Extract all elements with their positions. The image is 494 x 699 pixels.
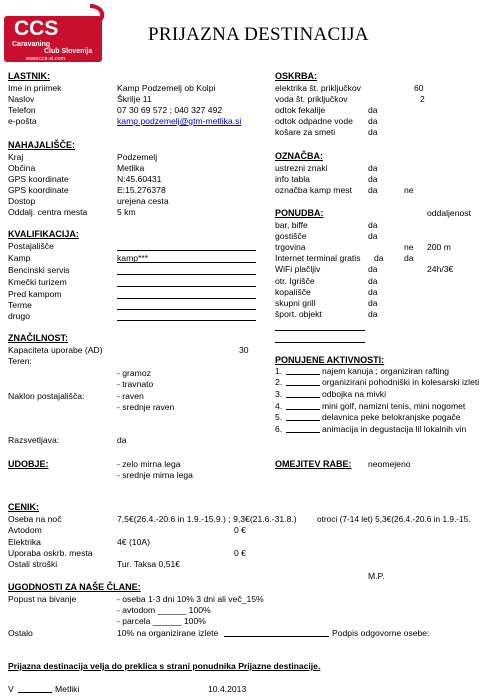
trgovina-dist: 200 m <box>427 242 451 252</box>
naklon-srednje: - srednje raven <box>117 402 175 412</box>
oddaljenost-column-label: oddaljenost <box>427 208 471 218</box>
oddaljenost-label: Oddalj. centra mesta <box>8 207 88 217</box>
aktivnost-3-num: 3. <box>275 389 283 399</box>
gps-e-label: GPS koordinate <box>8 185 69 195</box>
elektrika-price: 4€ (10A) <box>117 537 150 547</box>
kamp-line <box>117 262 256 263</box>
bencinski-line <box>117 274 256 275</box>
odtok-voda-label: odtok odpadne vode <box>275 116 353 126</box>
sport-label: šport. objekt <box>275 309 322 319</box>
znacilnost-heading: ZNAČILNOST: <box>8 333 68 343</box>
teren-travnato: - travnato <box>117 379 154 389</box>
bencinski-label: Bencinski servis <box>8 265 70 275</box>
udobje-heading: UDOBJE: <box>8 459 49 469</box>
trgovina-label: trgovina <box>275 242 306 252</box>
ccs-logo-graphic <box>4 2 108 64</box>
naklon-label: Naklon postajališča: <box>8 391 85 401</box>
dostop-label: Dostop <box>8 196 36 206</box>
udobje-value-2: - srednje mirna lega <box>117 470 193 480</box>
cenik-heading: CENIK: <box>8 502 39 512</box>
ponudba-blank-line-2 <box>275 342 365 343</box>
ostalo-value: 10% na organizirane izlete <box>117 628 219 638</box>
oddaljenost-value: 5 km <box>117 207 136 217</box>
udobje-value-1: - zelo mirna lega <box>117 459 181 469</box>
place-prefix: V <box>8 684 14 694</box>
oskrba-heading: OSKRBA: <box>275 71 317 81</box>
pred-kampom-line <box>117 298 256 299</box>
odtok-voda-value: da <box>368 116 378 126</box>
phone-value: 07 30 69 572 ; 040 327 492 <box>117 105 223 115</box>
terme-label: Terme <box>8 300 32 310</box>
oznacba-kamp-extra: ne <box>404 185 414 195</box>
popust-avtodom: - avtodom ______ 100% <box>117 605 211 615</box>
aktivnost-2-num: 2. <box>275 377 283 387</box>
owner-name-label: Ime in priimek <box>8 83 62 93</box>
grill-label: skupni grill <box>275 298 316 308</box>
uporaba-oskrb-label: Uporaba oskrb. mesta <box>8 548 93 558</box>
trgovina-extra: ne <box>404 242 414 252</box>
sport-value: da <box>368 309 378 319</box>
teren-gramoz: - gramoz <box>117 368 151 378</box>
ponudba-heading: PONUDBA: <box>275 208 324 218</box>
kamp-value: kamp*** <box>117 253 149 263</box>
mp-stamp-label: M.P. <box>368 571 385 581</box>
pred-kampom-label: Pred kampom <box>8 289 62 299</box>
info-tabla-label: info tabla <box>275 174 310 184</box>
aktivnost-1-num: 1. <box>275 366 283 376</box>
popust-oseba: - oseba 1-3 dni 10% 3 dni ali več_15% <box>117 594 264 604</box>
kvalifikacija-heading: KVALIFIKACIJA: <box>8 229 79 239</box>
kosare-value: da <box>368 127 378 137</box>
oznacba-heading: OZNAČBA: <box>275 151 323 161</box>
ponudba-blank-line-1 <box>275 330 365 331</box>
aktivnost-1-text: najem kanuja ; organiziran rafting <box>322 366 450 376</box>
internet-extra: da <box>404 253 414 263</box>
kosare-label: košare za smeti <box>275 127 336 137</box>
aktivnost-6-num: 6. <box>275 424 283 434</box>
odtok-fekalije-label: odtok fekalije <box>275 105 326 115</box>
address-label: Naslov <box>8 94 35 104</box>
aktivnost-2-blank <box>286 385 320 386</box>
kraj-label: Kraj <box>8 152 24 162</box>
gps-n-value: N:45.60431 <box>117 174 162 184</box>
popust-parcela: - parcela ______ 100% <box>117 616 206 626</box>
elektrika-prikljucki-label: elektrika št. priključkov <box>275 83 361 93</box>
aktivnost-6-blank <box>286 432 320 433</box>
bar-label: bar, biffe <box>275 220 308 230</box>
oseba-label: Oseba na noč <box>8 514 62 524</box>
drugo-label: drugo <box>8 311 30 321</box>
avtodom-price: 0 € <box>234 525 246 535</box>
ostalo-label: Ostalo <box>8 628 33 638</box>
postajalisce-line <box>117 250 256 251</box>
ccs-logo <box>4 2 108 64</box>
address-value: Škrilje 11 <box>117 94 152 104</box>
oseba-value: 7,5€(26.4.-20.6 in 1.9.-15.9.) ; 9,3€(21.6.-31.8.) <box>117 514 297 524</box>
omejitev-heading: OMEJITEV RABE: <box>275 459 352 469</box>
aktivnost-5-text: delavnica peke belokranjske pogače <box>322 412 461 422</box>
aktivnost-6-text: animacija in degustacija lil lokalnih vin <box>322 424 467 434</box>
kmecki-label: Kmečki turizem <box>8 277 67 287</box>
popust-label: Popust na bivanje <box>8 594 77 604</box>
aktivnost-2-text: organizirani pohodniški in kolesarski izleti <box>322 377 480 387</box>
kapaciteta-label: Kapaciteta uporabe (AD) <box>8 345 103 355</box>
obcina-label: Občina <box>8 163 36 173</box>
gps-n-label: GPS koordinate <box>8 174 69 184</box>
ustrezni-znaki-label: ustrezni znaki <box>275 163 328 173</box>
igrisce-label: otr. Igrišče <box>275 276 315 286</box>
terme-line <box>117 309 256 310</box>
grill-value: da <box>368 298 378 308</box>
kopalisce-label: kopališče <box>275 287 311 297</box>
dostop-value: urejena cesta <box>117 196 169 206</box>
oznacba-kamp-label: označba kamp mest <box>275 185 352 195</box>
lastnik-heading: LASTNIK: <box>8 71 50 81</box>
ostali-stroski-label: Ostali stroški <box>8 559 58 569</box>
aktivnost-5-num: 5. <box>275 412 283 422</box>
aktivnost-4-num: 4. <box>275 401 283 411</box>
place-line <box>18 692 52 693</box>
gps-e-value: E:15.276378 <box>117 185 166 195</box>
internet-value: da <box>374 253 384 263</box>
gostisce-value: da <box>368 231 378 241</box>
obcina-value: Metlika <box>117 163 145 173</box>
nahajalisce-heading: NAHAJALIŠČE: <box>8 140 76 150</box>
owner-name-value: Kamp Podzemelj ob Kolpi <box>117 83 216 93</box>
razsvetljava-label: Razsvetljava: <box>8 435 60 445</box>
kapaciteta-value: 30 <box>239 345 249 355</box>
aktivnost-3-blank <box>286 397 320 398</box>
ugodnosti-heading: UGODNOSTI ZA NAŠE ČLANE: <box>8 582 141 592</box>
aktivnost-4-blank <box>286 409 320 410</box>
uporaba-oskrb-price: 0 € <box>234 548 246 558</box>
razsvetljava-value: da <box>117 435 127 445</box>
naklon-raven: - raven <box>117 391 144 401</box>
logo-letters: CCS <box>14 17 59 40</box>
logo-line1: Caravaning <box>12 41 51 48</box>
voda-prikljucki-value: 2 <box>420 94 425 104</box>
info-tabla-value: da <box>368 174 378 184</box>
aktivnost-3-text: odbojka na mivki <box>322 389 387 399</box>
igrisce-value: da <box>368 276 378 286</box>
internet-label: Internet terminal gratis <box>275 253 361 263</box>
otroci-value: otroci (7-14 let) 5,3€(26.4.-20.6 in 1.9.-15. <box>317 514 471 524</box>
podpis-label: Podpis odgovorne osebe: <box>332 628 430 638</box>
avtodom-label: Avtodom <box>8 525 42 535</box>
aktivnost-5-blank <box>286 420 320 421</box>
email-label: e-pošta <box>8 116 37 126</box>
kraj-value: Podzemelj <box>117 152 158 162</box>
elektrika-label: Elektrika <box>8 537 41 547</box>
omejitev-value: neomejeno <box>368 459 411 469</box>
teren-label: Teren: <box>8 356 32 366</box>
email-link[interactable]: kamp.podzemelj@gtm-metlika.si <box>117 116 242 126</box>
ostali-stroski-value: Tur. Taksa 0,51€ <box>117 559 181 569</box>
kmecki-line <box>117 286 256 287</box>
kopalisce-value: da <box>368 287 378 297</box>
kamp-label: Kamp <box>8 253 31 263</box>
wifi-value: da <box>368 264 378 274</box>
aktivnost-1-blank <box>286 374 320 375</box>
drugo-line <box>117 320 256 321</box>
postajalisce-label: Postajališče <box>8 241 54 251</box>
place-value: Metliki <box>55 684 80 694</box>
ostalo-line <box>224 636 329 637</box>
gostisce-label: gostišče <box>275 231 307 241</box>
elektrika-prikljucki-value: 60 <box>414 83 424 93</box>
aktivnosti-heading: PONUJENE AKTIVNOSTI: <box>275 355 385 365</box>
wifi-label: WiFi plačljiv <box>275 264 321 274</box>
ustrezni-znaki-value: da <box>368 163 378 173</box>
odtok-fekalije-value: da <box>368 105 378 115</box>
date-value: 10.4.2013 <box>208 684 247 694</box>
aktivnost-4-text: mini golf, namizni tenis, mini nogomet <box>322 401 466 411</box>
bar-value: da <box>368 220 378 230</box>
wifi-dist: 24h/3€ <box>427 264 454 274</box>
oznacba-kamp-value: da <box>368 185 378 195</box>
validity-note: Prijazna destinacija velja do preklica s strani ponudnika Prijazne destinacije. <box>8 661 321 671</box>
phone-label: Telefon <box>8 105 36 115</box>
voda-prikljucki-label: voda št. priključkov <box>275 94 348 104</box>
logo-url: www.ccs-si.com <box>26 56 66 62</box>
logo-line2: Club Slovenija <box>44 48 93 55</box>
page-title: PRIJAZNA DESTINACIJA <box>148 24 369 45</box>
